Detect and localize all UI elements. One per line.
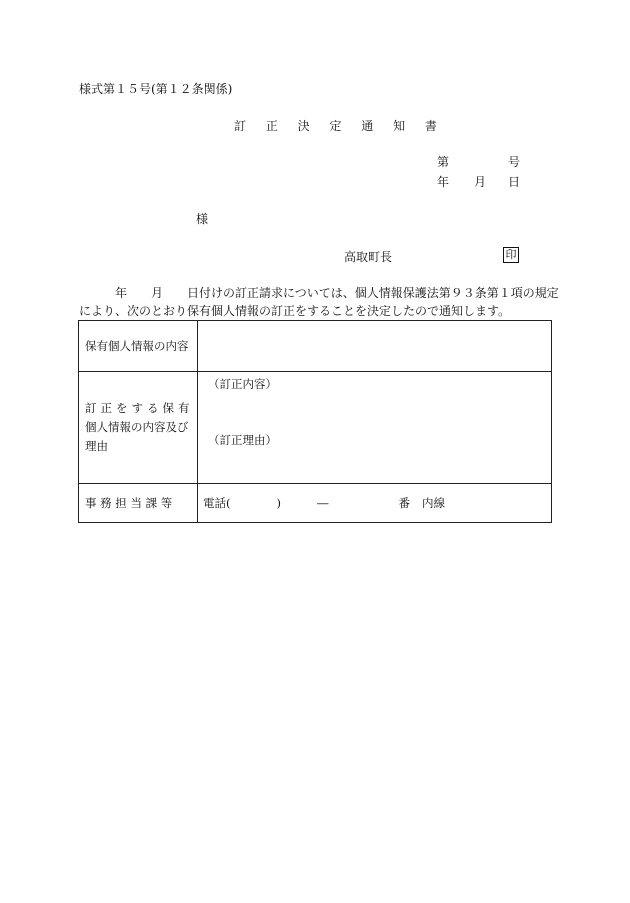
date-month-label: 月 (474, 175, 487, 189)
decision-table (78, 320, 552, 523)
date-year-label: 年 (437, 175, 450, 189)
table-row-personal-info (79, 321, 552, 372)
phone-prefix: 電話( (203, 496, 231, 510)
phone-paren-close: ) (276, 496, 281, 510)
correction-label-line1: 訂正をする保有 (85, 401, 194, 415)
personal-info-value[interactable] (198, 321, 552, 372)
table-row-correction (79, 372, 552, 484)
table-row-office (79, 484, 552, 523)
issuer-name: 高取町長 (344, 250, 393, 264)
seal-mark: 印 (503, 247, 519, 263)
body-line1-text: 日付けの訂正請求については、個人情報保護法第９３条第１項の規定 (187, 286, 559, 300)
reference-number-suffix: 号 (508, 155, 521, 169)
reference-number-prefix: 第 (437, 155, 450, 169)
correction-reason-label: （訂正理由） (208, 433, 277, 447)
body-month-label: 月 (151, 286, 164, 300)
body-year-label: 年 (115, 286, 128, 300)
phone-dash: ― (317, 496, 329, 510)
document-title: 訂 正 決 定 通 知 書 (234, 119, 445, 133)
form-number: 様式第１５号(第１２条関係) (79, 82, 233, 96)
correction-label-line2: 個人情報の内容及び (85, 420, 189, 434)
body-text-line1 (79, 287, 559, 299)
correction-label (79, 372, 198, 484)
office-contact[interactable] (198, 484, 552, 523)
office-label: 事 務 担 当 課 等 (79, 484, 198, 523)
correction-value[interactable] (198, 372, 552, 484)
phone-ban: 番 (398, 496, 410, 510)
personal-info-label: 保有個人情報の内容 (79, 321, 198, 372)
correction-label-line3: 理由 (85, 439, 108, 453)
correction-content-label: （訂正内容） (208, 377, 277, 391)
addressee-honorific: 様 (196, 212, 209, 226)
date-day-label: 日 (508, 175, 521, 189)
body-text-line2: により、次のとおり保有個人情報の訂正をすることを決定したので通知します。 (79, 304, 511, 318)
phone-extension-label: 内線 (422, 496, 445, 510)
